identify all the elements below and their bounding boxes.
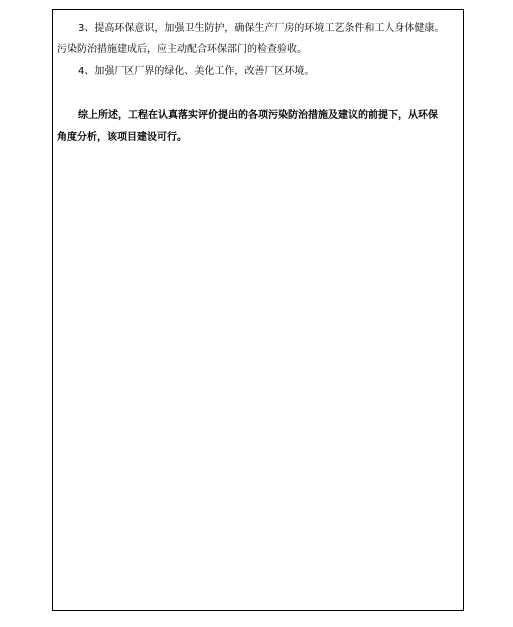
conclusion-line-1: 综上所述，工程在认真落实评价提出的各项污染防治措施及建议的前提下，从环保 xyxy=(78,110,438,121)
conclusion-line-2: 角度分析，该项目建设可行。 xyxy=(57,132,187,143)
paragraph-4-line-1: 4、加强厂区厂界的绿化、美化工作，改善厂区环境。 xyxy=(78,66,315,77)
document-frame xyxy=(52,9,464,611)
paragraph-3-line-2: 污染防治措施建成后，应主动配合环保部门的检查验收。 xyxy=(57,44,307,55)
paragraph-3-line-1: 3、提高环保意识，加强卫生防护，确保生产厂房的环境工艺条件和工人身体健康。 xyxy=(78,23,445,34)
